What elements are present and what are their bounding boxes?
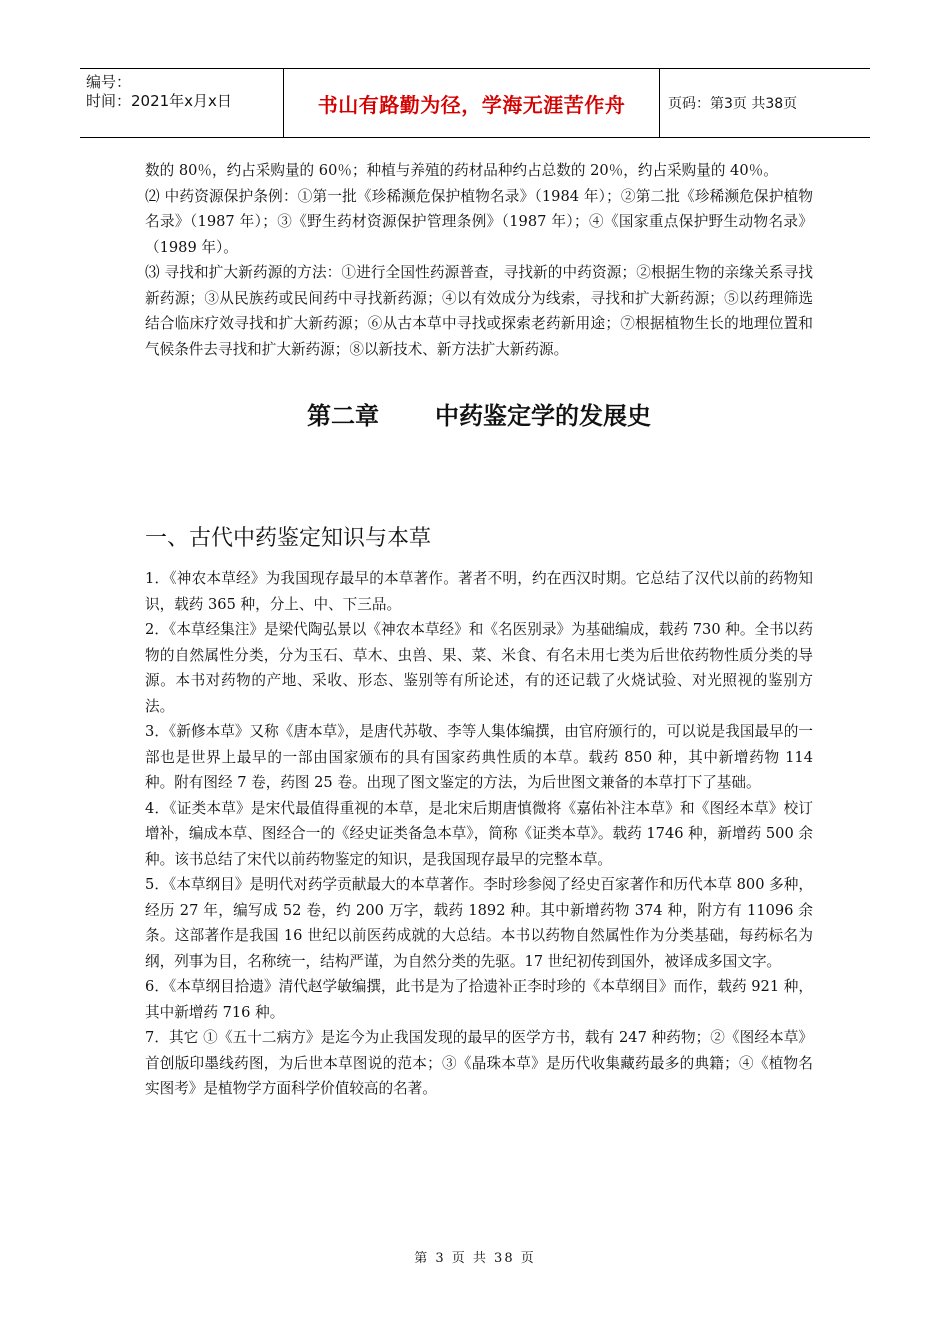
header-motto: 书山有路勤为径，学海无涯苦作舟 [284,69,660,137]
list-item: 2．《本草经集注》是梁代陶弘景以《神农本草经》和《名医别录》为基础编成，载药 730 种。全书以药物的自然属性分类，分为玉石、草木、虫兽、果、菜、米食、有名未用七类为后世依药物性质分类的导源。本书对药物的产地、采收、形态、鉴别等有所论述，有的还记载了火烧试验、对光照视的鉴别方法。 [145,621,813,715]
list-item: 3．《新修本草》又称《唐本草》，是唐代苏敬、李等人集体编撰，由官府颁行的，可以说是我国最早的一部也是世界上最早的一部由国家颁布的具有国家药典性质的本草。载药 850 种，其中新增药物 114 种。附有图经 7 卷，药图 25 卷。出现了图文鉴定的方法，为后世图文兼备的本草打下了基础。 [145,723,813,791]
page-footer: 第 3 页 共 38 页 [414,1251,536,1266]
document-body [145,158,813,1102]
document-time-label: 时间：2021年x月x日 [86,92,232,110]
document-number-label: 编号： [86,73,132,91]
header-page-info: 页码：第3页 共38页 [668,96,798,112]
chapter-heading [145,396,813,436]
list-item: 5．《本草纲目》是明代对药学贡献最大的本草著作。李时珍参阅了经史百家著作和历代本草 800 多种，经历 27 年，编写成 52 卷，约 200 万字，载药 1892 种。其中新增药物 374 种，附方有 11096 余条。这部著作是我国 16 世纪以前医药成就的大总结。本书以药物自然属性作为分类基础，每药标名为纲，列事为目，名称统一，结构严谨，为自然分类的先驱。17 世纪初传到国外，被译成多国文字。 [145,876,813,970]
header-meta-cell [80,69,284,137]
chapter-title: 中药鉴定学的发展史 [435,402,651,430]
list-item: 4．《证类本草》是宋代最值得重视的本草，是北宋后期唐慎微将《嘉佑补注本草》和《图经本草》校订增补，编成本草、图经合一的《经史证类备急本草》，简称《证类本草》。载药 1746 种，新增药 500 余种。该书总结了宋代以前药物鉴定的知识，是我国现存最早的完整本草。 [145,799,813,868]
intro-paragraph: ⑵ 中药资源保护条例：①第一批《珍稀濒危保护植物名录》（1984 年）；②第二批《珍稀濒危保护植物名录》（1987 年）；③《野生药材资源保护管理条例》（1987 年）；④《国家重点保护野生动物名录》（1989 年）。 [145,187,813,256]
intro-paragraph: 数的 80％，约占采购量的 60％；种植与养殖的药材品种约占总数的 20％，约占采购量的 40％。 [145,162,778,179]
list-item: 7．其它 ①《五十二病方》是迄今为止我国发现的最早的医学方书，载有 247 种药物；②《图经本草》首创版印墨线药图，为后世本草图说的范本；③《晶珠本草》是历代收集藏药最多的典籍；④《植物名实图考》是植物学方面科学价值较高的名著。 [145,1029,813,1097]
page-header [80,68,870,138]
section-heading: 一、古代中药鉴定知识与本草 [145,526,432,551]
chapter-number: 第二章 [307,402,379,430]
list-item: 6．《本草纲目拾遗》清代赵学敏编撰，此书是为了拾遗补正李时珍的《本草纲目》而作，载药 921 种，其中新增药 716 种。 [145,978,813,1021]
intro-paragraph: ⑶ 寻找和扩大新药源的方法：①进行全国性药源普查，寻找新的中药资源；②根据生物的亲缘关系寻找新药源；③从民族药或民间药中寻找新药源；④以有效成分为线索，寻找和扩大新药源；⑤以药理筛选结合临床疗效寻找和扩大新药源；⑥从古本草中寻找或探索老药新用途；⑦根据植物生长的地理位置和气候条件去寻找和扩大新药源；⑧以新技术、新方法扩大新药源。 [145,264,813,358]
list-item: 1．《神农本草经》为我国现存最早的本草著作。著者不明，约在西汉时期。它总结了汉代以前的药物知识，载药 365 种，分上、中、下三品。 [145,570,813,613]
